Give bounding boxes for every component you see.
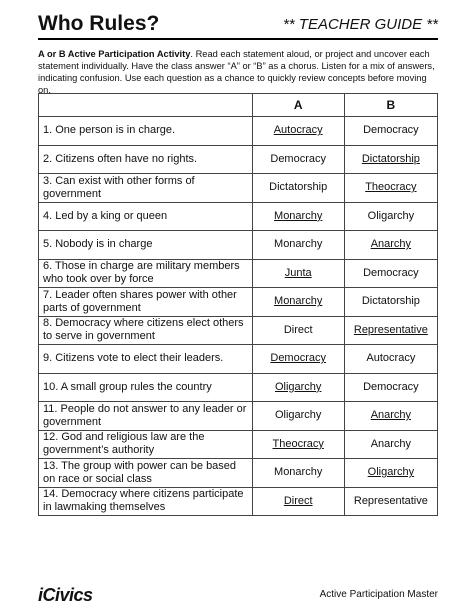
- option-b-cell: Representative: [344, 316, 437, 345]
- statement-cell: 10. A small group rules the country: [39, 373, 253, 402]
- option-a-cell: Autocracy: [252, 117, 344, 146]
- statement-cell: 7. Leader often shares power with other parts of government: [39, 288, 253, 317]
- table-row: [39, 373, 438, 402]
- option-b-cell: Representative: [344, 487, 437, 516]
- header-b: B: [344, 94, 437, 117]
- header-divider: [38, 38, 438, 40]
- statement-cell: 14. Democracy where citizens participate in lawmaking themselves: [39, 487, 253, 516]
- option-a-cell: Oligarchy: [252, 373, 344, 402]
- table-row: [39, 345, 438, 374]
- option-b-cell: Anarchy: [344, 231, 437, 260]
- table-row: [39, 117, 438, 146]
- option-a-cell: Direct: [252, 316, 344, 345]
- footer-label: Active Participation Master: [319, 589, 438, 600]
- statement-cell: 2. Citizens often have no rights.: [39, 145, 253, 174]
- statement-cell: 3. Can exist with other forms of government: [39, 174, 253, 203]
- option-b-cell: Democracy: [344, 259, 437, 288]
- option-a-cell: Monarchy: [252, 459, 344, 488]
- option-a-cell: Monarchy: [252, 231, 344, 260]
- option-a-cell: Democracy: [252, 345, 344, 374]
- statement-cell: 1. One person is in charge.: [39, 117, 253, 146]
- page-title: Who Rules?: [38, 12, 160, 35]
- table-row: [39, 487, 438, 516]
- table-row: [39, 459, 438, 488]
- option-a-cell: Monarchy: [252, 288, 344, 317]
- option-b-cell: Autocracy: [344, 345, 437, 374]
- table-header-row: [39, 94, 438, 117]
- statement-cell: 11. People do not answer to any leader or government: [39, 402, 253, 431]
- header-statement: [39, 94, 253, 117]
- instructions-title: A or B Active Participation Activity: [38, 49, 191, 59]
- option-b-cell: Anarchy: [344, 430, 437, 459]
- table-row: [39, 259, 438, 288]
- icivics-logo: iCivics: [38, 585, 93, 605]
- table-row: [39, 174, 438, 203]
- option-b-cell: Oligarchy: [344, 202, 437, 231]
- option-a-cell: Dictatorship: [252, 174, 344, 203]
- statement-cell: 9. Citizens vote to elect their leaders.: [39, 345, 253, 374]
- option-a-cell: Direct: [252, 487, 344, 516]
- table-row: [39, 145, 438, 174]
- option-a-cell: Theocracy: [252, 430, 344, 459]
- statement-cell: 4. Led by a king or queen: [39, 202, 253, 231]
- option-b-cell: Oligarchy: [344, 459, 437, 488]
- statement-cell: 12. God and religious law are the government’s authority: [39, 430, 253, 459]
- teacher-guide-label: ** TEACHER GUIDE **: [282, 16, 438, 33]
- header-a: A: [252, 94, 344, 117]
- statement-cell: 13. The group with power can be based on race or social class: [39, 459, 253, 488]
- option-a-cell: Junta: [252, 259, 344, 288]
- table-row: [39, 430, 438, 459]
- option-a-cell: Democracy: [252, 145, 344, 174]
- option-b-cell: Anarchy: [344, 402, 437, 431]
- option-b-cell: Dictatorship: [344, 145, 437, 174]
- table-row: [39, 231, 438, 260]
- table-row: [39, 288, 438, 317]
- statement-cell: 6. Those in charge are military members who took over by force: [39, 259, 253, 288]
- table-row: [39, 316, 438, 345]
- table-row: [39, 402, 438, 431]
- instructions: [38, 48, 438, 96]
- statement-cell: 5. Nobody is in charge: [39, 231, 253, 260]
- option-a-cell: Oligarchy: [252, 402, 344, 431]
- header: [38, 10, 438, 40]
- option-b-cell: Theocracy: [344, 174, 437, 203]
- option-b-cell: Democracy: [344, 117, 437, 146]
- statement-cell: 8. Democracy where citizens elect others to serve in government: [39, 316, 253, 345]
- option-b-cell: Democracy: [344, 373, 437, 402]
- option-a-cell: Monarchy: [252, 202, 344, 231]
- table-row: [39, 202, 438, 231]
- option-b-cell: Dictatorship: [344, 288, 437, 317]
- instructions-text: . Read each statement aloud, or project and uncover each statement individually. Have the class answer “A” or “B” as a chorus. Listen for a mix of answers, indicating confusion. Use each question as a chance to quickly review concepts before moving on.: [38, 49, 435, 95]
- answer-table: [38, 93, 438, 516]
